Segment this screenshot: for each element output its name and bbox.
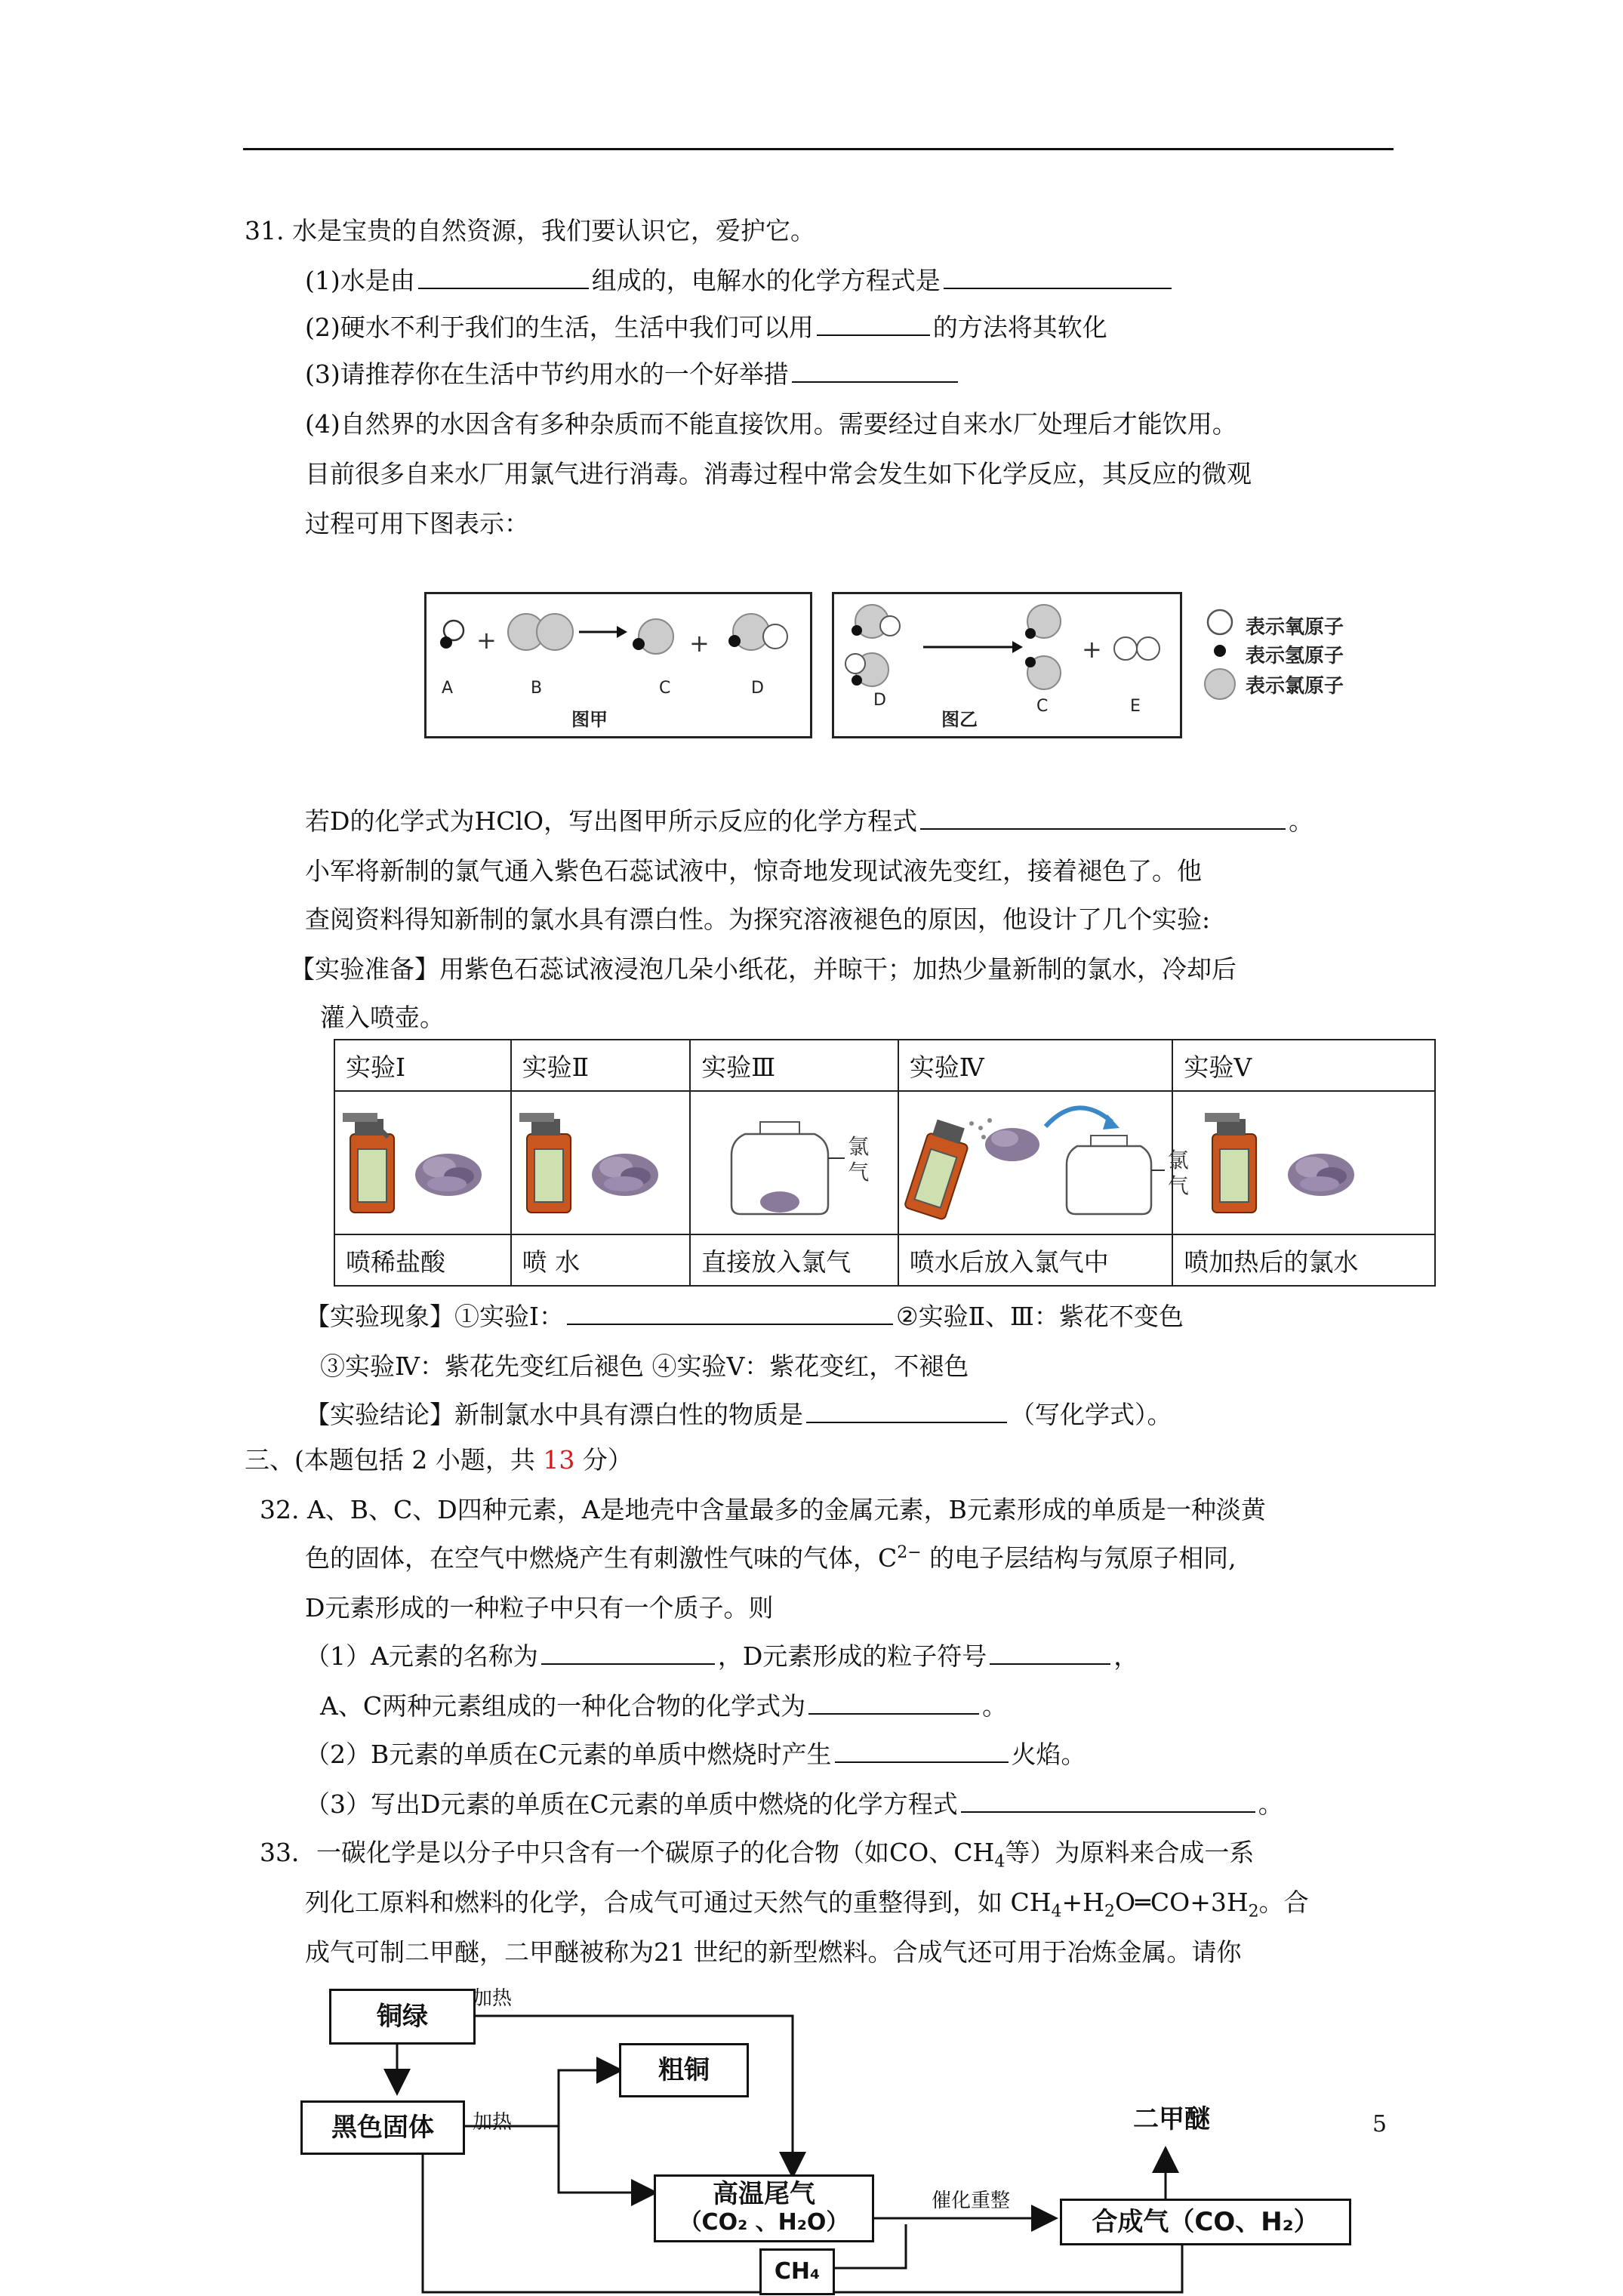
node-hecheng: 合成气（CO、H₂） [1060,2199,1351,2245]
caption-exp2: 喷 水 [511,1234,691,1286]
caption-exp3: 直接放入氯气 [690,1234,898,1286]
label-c2: C [1036,697,1049,716]
q32-sub2: （2）B元素的单质在C元素的单质中燃烧时产生 火焰。 [305,1740,1086,1769]
caption-exp4: 喷水后放入氯气中 [898,1234,1173,1286]
gas-label: 氯气 [848,1134,870,1185]
gas-label: 氯气 [1167,1148,1189,1198]
q33-line1: 33．一碳化学是以分子中只含有一个碳原子的化合物（如CO、$CH_4$等）为原料来合成一系 [260,1838,1255,1872]
label-e: E [1130,697,1141,716]
label-a: A [442,679,454,698]
q32-sub1b: A、C两种元素组成的一种化合物的化学式为 。 [320,1691,1008,1721]
node-cutong: 粗铜 [619,2043,749,2097]
q31-part3: (3)请推荐你在生活中节约用水的一个好举措 [305,358,961,391]
q32-line1: 32. A、B、C、D四种元素，A是地壳中含量最多的金属元素，B元素形成的单质是一种淡黄 [260,1495,1266,1524]
q32-line2: 色的固体，在空气中燃烧产生有刺激性气味的气体，$C^{2-}$ 的电子层结构与氖原子相同, [305,1543,1236,1573]
q31-part4-line2: 目前很多自来水厂用氯气进行消毒。消毒过程中常会发生如下化学反应，其反应的微观 [305,459,1252,488]
node-gaowen-line2: （CO₂ 、H₂O） [679,2209,849,2236]
label-d: D [751,679,764,698]
q31-stem: 31. 水是宝贵的自然资源，我们要认识它，爱护它。 [245,216,815,245]
header-exp4: 实验Ⅳ [898,1040,1173,1091]
q31-part4-line3: 过程可用下图表示： [305,509,529,538]
q31-part4-line1: (4)自然界的水因含有多种杂质而不能直接饮用。需要经过自来水厂处理后才能饮用。 [305,409,1237,439]
svg-text:+: + [1082,635,1102,664]
q31-prep-line1: 【实验准备】用紫色石蕊试液浸泡几朵小纸花，并晾干；加热少量新制的氯水，冷却后 [290,954,1236,984]
node-gaowen [654,2174,874,2242]
node-erjiami: 二甲醚 [1105,2100,1238,2138]
caption-exp1: 喷稀盐酸 [334,1234,511,1286]
label-b: B [531,679,543,698]
q33-line2: 列化工原料和燃料的化学，合成气可通过天然气的重整得到，如 $CH_4+H_2O═CO+3H_2$。合 [305,1888,1309,1922]
header-exp1: 实验Ⅰ [334,1040,511,1091]
header-exp5: 实验Ⅴ [1172,1040,1435,1091]
q31-d-line2: 小军将新制的氯气通入紫色石蕊试液中，惊奇地发现试液先变红，接着褪色了。他 [305,856,1202,886]
q32-line3: D元素形成的一种粒子中只有一个质子。则 [305,1593,774,1623]
q31-d-line3: 查阅资料得知新制的氯水具有漂白性。为探究溶液褪色的原因，他设计了几个实验: [305,905,1211,934]
q31-d-line1: 若D的化学式为HClO，写出图甲所示反应的化学方程式 。 [305,806,1314,836]
node-tonglv: 铜绿 [329,1989,476,2045]
header-exp3: 实验Ⅲ [690,1040,898,1091]
header-exp2: 实验Ⅱ [511,1040,691,1091]
edge-heat2: 加热 [473,2111,513,2134]
caption-yi: 图乙 [941,709,978,730]
q31-part2: (2)硬水不利于我们的生活，生活中我们可以用 的方法将其软化 [305,313,1107,342]
legend-chlorine: 表示氯原子 [1246,675,1344,698]
edge-cuihua: 催化重整 [932,2190,1011,2212]
q31-part1: (1)水是由 组成的，电解水的化学方程式是 [305,264,1175,297]
section3-heading: 三、(本题包括 2 小题，共 13 分） [245,1445,633,1475]
caption-exp5: 喷加热后的氯水 [1172,1234,1435,1286]
q32-sub3: （3）写出D元素的单质在C元素的单质中燃烧的化学方程式 。 [305,1789,1283,1819]
edge-heat1: 加热 [473,1987,513,2010]
q31-phenomenon-line1: 【实验现象】①实验Ⅰ： ②实验Ⅱ、Ⅲ：紫花不变色 [305,1302,1184,1331]
page-number: 5 [1372,2111,1387,2137]
caption-jia: 图甲 [571,709,608,730]
q31-conclusion: 【实验结论】新制氯水中具有漂白性的物质是 （写化学式）。 [305,1400,1172,1429]
svg-text:+: + [476,626,497,655]
label-c: C [659,679,671,698]
legend-oxygen: 表示氧原子 [1246,616,1344,639]
label-d2: D [873,691,886,710]
q32-sub1: （1）A元素的名称为 ，D元素形成的粒子符号 ， [305,1641,1139,1671]
node-gaowen-line1: 高温尾气 [713,2179,815,2209]
node-ch4: CH₄ [759,2248,835,2295]
legend-hydrogen: 表示氢原子 [1246,645,1344,667]
node-heise: 黑色固体 [300,2100,465,2155]
q33-line3: 成气可制二甲醚，二甲醚被称为21 世纪的新型燃料。合成气还可用于冶炼金属。请你 [305,1937,1242,1967]
q31-prep-line2: 灌入喷壶。 [320,1003,445,1032]
q31-phenomenon-line2: ③实验Ⅳ：紫花先变红后褪色 ④实验Ⅴ：紫花变红，不褪色 [320,1351,969,1381]
svg-text:+: + [689,629,710,658]
